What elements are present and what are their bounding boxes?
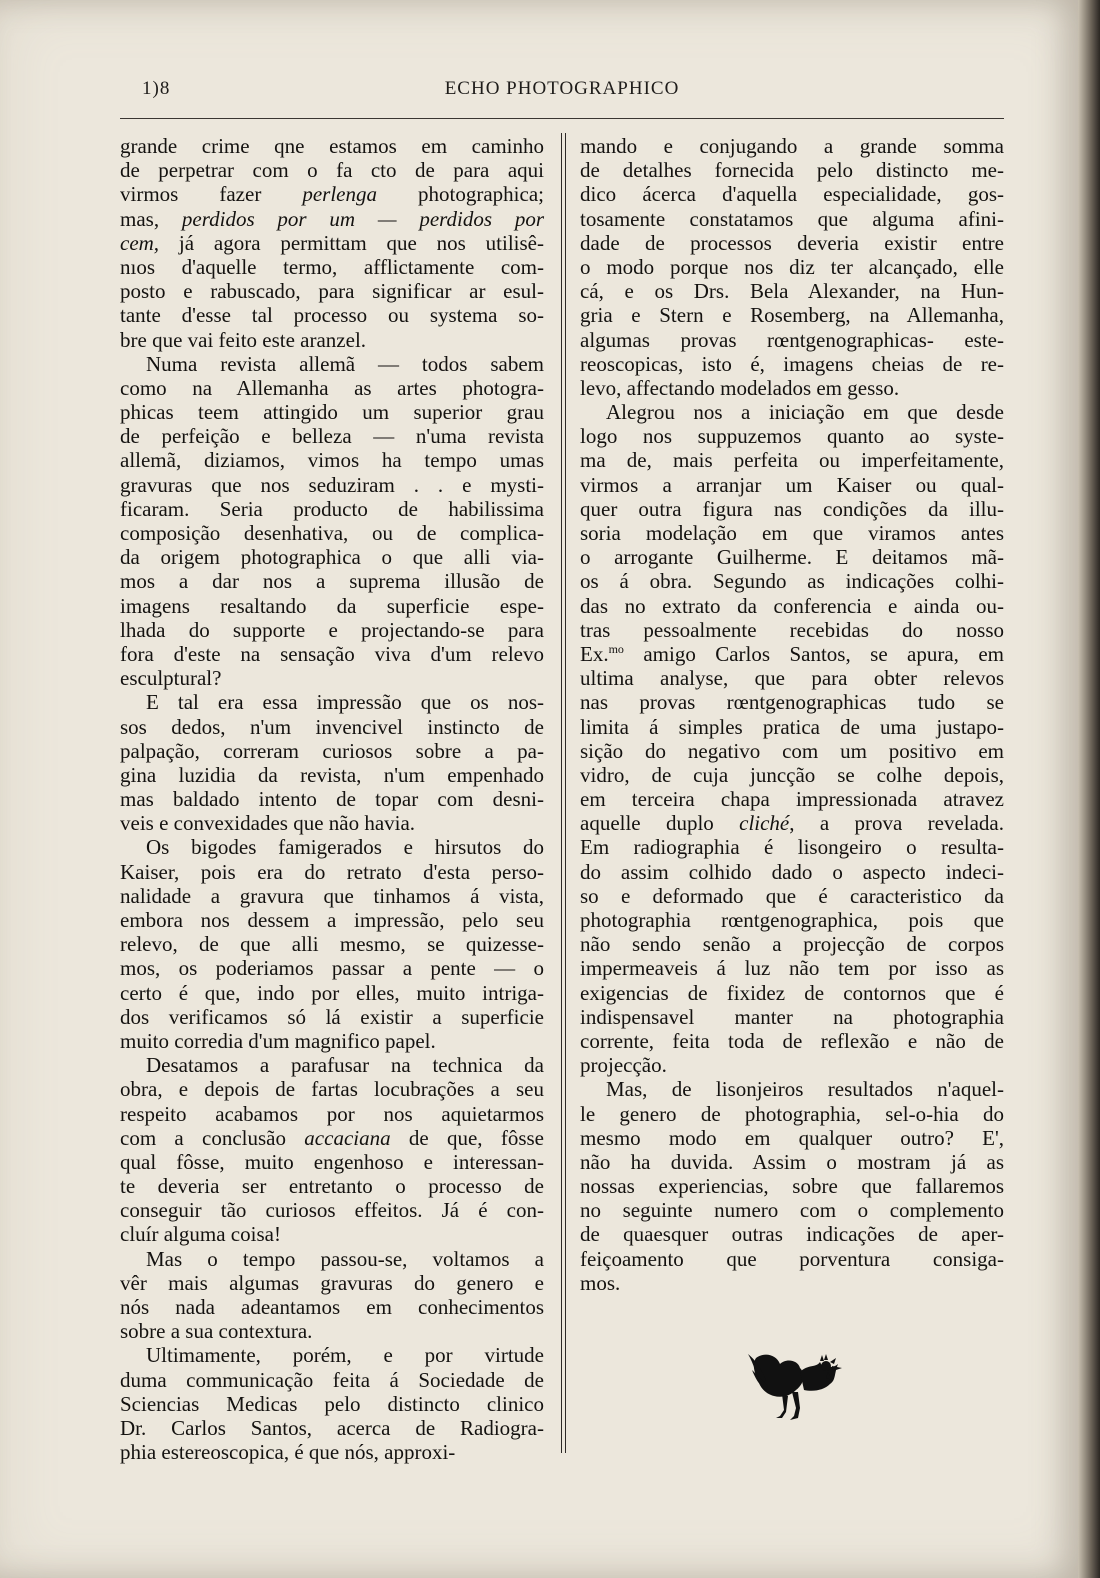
text-line: dos verificamos só lá existir a superficie xyxy=(120,1004,544,1029)
text-line: Em radiographia é lisongeiro o resulta- xyxy=(580,835,1004,860)
text-line: grande crime qne estamos em caminho xyxy=(120,134,544,158)
text-line: tante d'esse tal processo ou systema so- xyxy=(120,303,544,328)
text-line: nas provas rœntgenographicas tudo se xyxy=(580,690,1004,715)
text-line: Kaiser, pois era do retrato d'esta perso- xyxy=(120,859,544,884)
text-line: da origem photographica o que alli via- xyxy=(120,545,544,570)
text-line: bre que vai feito este aranzel. xyxy=(120,327,367,352)
text-line: feiçoamento que porventura consiga- xyxy=(580,1246,1004,1271)
left-column xyxy=(120,134,544,1464)
text-line: quer outra figura nas condições da illu- xyxy=(580,496,1004,521)
text-line: vêr mais algumas gravuras do genero e xyxy=(120,1270,544,1295)
text-line: não sendo senão a projecção de corpos xyxy=(580,932,1004,957)
text-line: tosamente constatamos que alguma afini- xyxy=(580,206,1004,231)
text-line: limita á simples pratica de uma justapo- xyxy=(580,714,1004,739)
page-header xyxy=(120,78,1004,104)
text-line: virmos fazer perlenga photographica; xyxy=(120,182,544,207)
text-line: cluír alguma coisa! xyxy=(120,1222,281,1247)
text-line: como na Allemanha as artes photogra- xyxy=(120,375,544,400)
text-line: gravuras que nos seduziram . . e mysti- xyxy=(120,472,544,497)
text-line: so e deformado que é caracteristico da xyxy=(580,883,1004,908)
text-line: o arrogante Guilherme. E deitamos mã- xyxy=(580,545,1004,570)
text-line: não ha duvida. Assim o mostram já as xyxy=(580,1149,1004,1174)
text-line: Os bigodes famigerados e hirsutos do xyxy=(146,835,544,860)
text-line: dade de processos deveria existir entre xyxy=(580,230,1004,255)
text-line: Numa revista allemã — todos sabem xyxy=(146,351,544,376)
text-line: exigencias de fixidez de contornos que é xyxy=(580,980,1004,1005)
text-line: photographia rœntgenographica, pois que xyxy=(580,908,1004,932)
text-line: indispensavel manter na photographia xyxy=(580,1004,1004,1029)
text-line: algumas provas rœntgenographicas- este- xyxy=(580,327,1004,352)
text-line: Ex.$^{mo}$ amigo Carlos Santos, se apura, em xyxy=(580,641,1004,666)
text-line: com a conclusão accaciana de que, fôsse xyxy=(120,1125,544,1150)
text-line: Alegrou nos a iniciação em que desde xyxy=(606,400,1004,425)
text-line: do assim colhido dado o aspecto indeci- xyxy=(580,859,1004,884)
text-line: nıos d'aquelle termo, afflictamente com- xyxy=(120,254,544,279)
text-line: fora d'este na sensação viva d'um relevo xyxy=(120,641,544,666)
text-line: ultima analyse, que para obter relevos xyxy=(580,666,1004,691)
text-line: veis e convexidades que não havia. xyxy=(120,811,416,836)
text-line: conseguir tão curiosos effeitos. Já é con- xyxy=(120,1198,544,1223)
text-line: allemã, diziamos, vimos ha tempo umas xyxy=(120,448,544,473)
text-line: levo, affectando modelados em gesso. xyxy=(580,375,900,400)
text-line: phia estereoscopica, é que nós, approxi- xyxy=(120,1440,456,1465)
text-line: logo nos suppuzemos quanto ao syste- xyxy=(580,424,1004,449)
text-line: dico ácerca d'aquella especialidade, gos- xyxy=(580,182,1004,207)
text-line: sos dedos, n'um invencivel instincto de xyxy=(120,714,544,739)
text-line: mando e conjugando a grande somma xyxy=(580,134,1004,158)
text-line: relevo, de que alli mesmo, se quizesse- xyxy=(120,932,544,957)
text-line: nós nada adeantamos em conhecimentos xyxy=(120,1295,544,1319)
text-line: cem, já agora permittam que nos utilisê- xyxy=(120,230,544,255)
text-line: E tal era essa impressão que os nos- xyxy=(146,690,544,715)
text-line: mesmo modo em qualquer outro? E', xyxy=(580,1125,1004,1150)
text-line: mos a dar nos a suprema illusão de xyxy=(120,569,544,594)
right-column xyxy=(580,134,1004,1295)
text-line: muito corredia d'um magnifico papel. xyxy=(120,1028,436,1053)
text-line: phicas teem attingido um superior grau xyxy=(120,400,544,425)
text-line: impermeaveis á luz não tem por isso as xyxy=(580,956,1004,981)
text-line: virmos a arranjar um Kaiser ou qual- xyxy=(580,472,1004,497)
text-line: le genero de photographia, sel-o-hia do xyxy=(580,1101,1004,1126)
text-line: Desatamos a parafusar na technica da xyxy=(146,1053,544,1078)
text-line: Sciencias Medicas pelo distincto clinico xyxy=(120,1391,544,1416)
text-line: no seguinte numero com o complemento xyxy=(580,1198,1004,1223)
text-line: te deveria ser entretanto o processo de xyxy=(120,1174,544,1199)
text-line: vidro, de cuja juncção se colhe depois, xyxy=(580,762,1004,787)
text-line: Mas, de lisonjeiros resultados n'aquel- xyxy=(606,1077,1004,1102)
text-line: posto e rabuscado, para significar ar esul- xyxy=(120,279,544,304)
text-line: corrente, feita toda de reflexão e não de xyxy=(580,1028,1004,1053)
text-line: Mas o tempo passou-se, voltamos a xyxy=(146,1246,544,1271)
text-line: ficaram. Seria producto de habilissima xyxy=(120,496,544,521)
text-line: cá, e os Drs. Bela Alexander, na Hun- xyxy=(580,279,1004,304)
text-line: os á obra. Segundo as indicações colhi- xyxy=(580,569,1004,594)
text-line: sobre a sua contextura. xyxy=(120,1319,313,1344)
text-line: esculptural? xyxy=(120,666,222,691)
text-line: duma communicação feita á Sociedade de xyxy=(120,1367,544,1392)
text-line: sição do negativo com um positivo em xyxy=(580,738,1004,763)
text-line: certo é que, indo por elles, muito intriga- xyxy=(120,980,544,1005)
text-line: de perpetrar com o fa cto de para aqui xyxy=(120,158,544,183)
running-title: ECHO PHOTOGRAPHICO xyxy=(444,78,680,99)
text-line: respeito acabamos por nos aquietarmos xyxy=(120,1101,544,1126)
text-line: de detalhes fornecida pelo distincto me- xyxy=(580,158,1004,183)
text-line: em terceira chapa impressionada atravez xyxy=(580,787,1004,812)
text-line: soria modelação em que viramos antes xyxy=(580,521,1004,545)
rooster-icon xyxy=(746,1350,844,1424)
text-line: gria e Stern e Rosemberg, na Allemanha, xyxy=(580,303,1004,328)
text-line: nalidade a gravura que tinhamos á vista, xyxy=(120,883,544,908)
page-edge-shadow xyxy=(1078,0,1100,1578)
column-divider xyxy=(561,133,562,1453)
text-line: embora nos dessem a impressão, pelo seu xyxy=(120,908,544,932)
text-line: tras pessoalmente recebidas do nosso xyxy=(580,617,1004,642)
text-line: qual fôsse, muito engenhoso e interessan- xyxy=(120,1149,544,1174)
text-line: das no extrato da conferencia e ainda ou- xyxy=(580,593,1004,618)
text-line: reoscopicas, isto é, imagens cheias de re- xyxy=(580,351,1004,376)
text-line: composição desenhativa, ou de complica- xyxy=(120,521,544,545)
text-line: de quaesquer outras indicações de aper- xyxy=(580,1222,1004,1247)
page-number: 1)8 xyxy=(142,78,171,99)
text-line: aquelle duplo cliché, a prova revelada. xyxy=(580,811,1004,836)
text-line: lhada do supporte e projectando-se para xyxy=(120,617,544,642)
text-line: obra, e depois de fartas locubrações a seu xyxy=(120,1077,544,1102)
text-line: o modo porque nos diz ter alcançado, elle xyxy=(580,254,1004,279)
text-line: mas, perdidos por um — perdidos por xyxy=(120,206,545,231)
text-line: Ultimamente, porém, e por virtude xyxy=(146,1343,544,1368)
column-divider xyxy=(565,133,566,1453)
text-line: mos, os poderiamos passar a pente — o xyxy=(120,956,544,981)
text-line: ma de, mais perfeita ou imperfeitamente, xyxy=(580,448,1004,473)
text-line: mas baldado intento de topar com desni- xyxy=(120,787,544,812)
text-line: mos. xyxy=(580,1270,621,1295)
text-line: nossas experiencias, sobre que fallaremos xyxy=(580,1174,1004,1199)
text-line: palpação, correram curiosos sobre a pa- xyxy=(120,738,544,763)
text-line: Dr. Carlos Santos, acerca de Radiogra- xyxy=(120,1415,544,1440)
text-line: gina luzidia da revista, n'um empenhado xyxy=(120,762,544,787)
header-rule xyxy=(120,118,1004,119)
text-line: de perfeição e belleza — n'uma revista xyxy=(120,424,544,449)
text-line: projecção. xyxy=(580,1053,667,1078)
text-line: imagens resaltando da superficie espe- xyxy=(120,593,544,618)
